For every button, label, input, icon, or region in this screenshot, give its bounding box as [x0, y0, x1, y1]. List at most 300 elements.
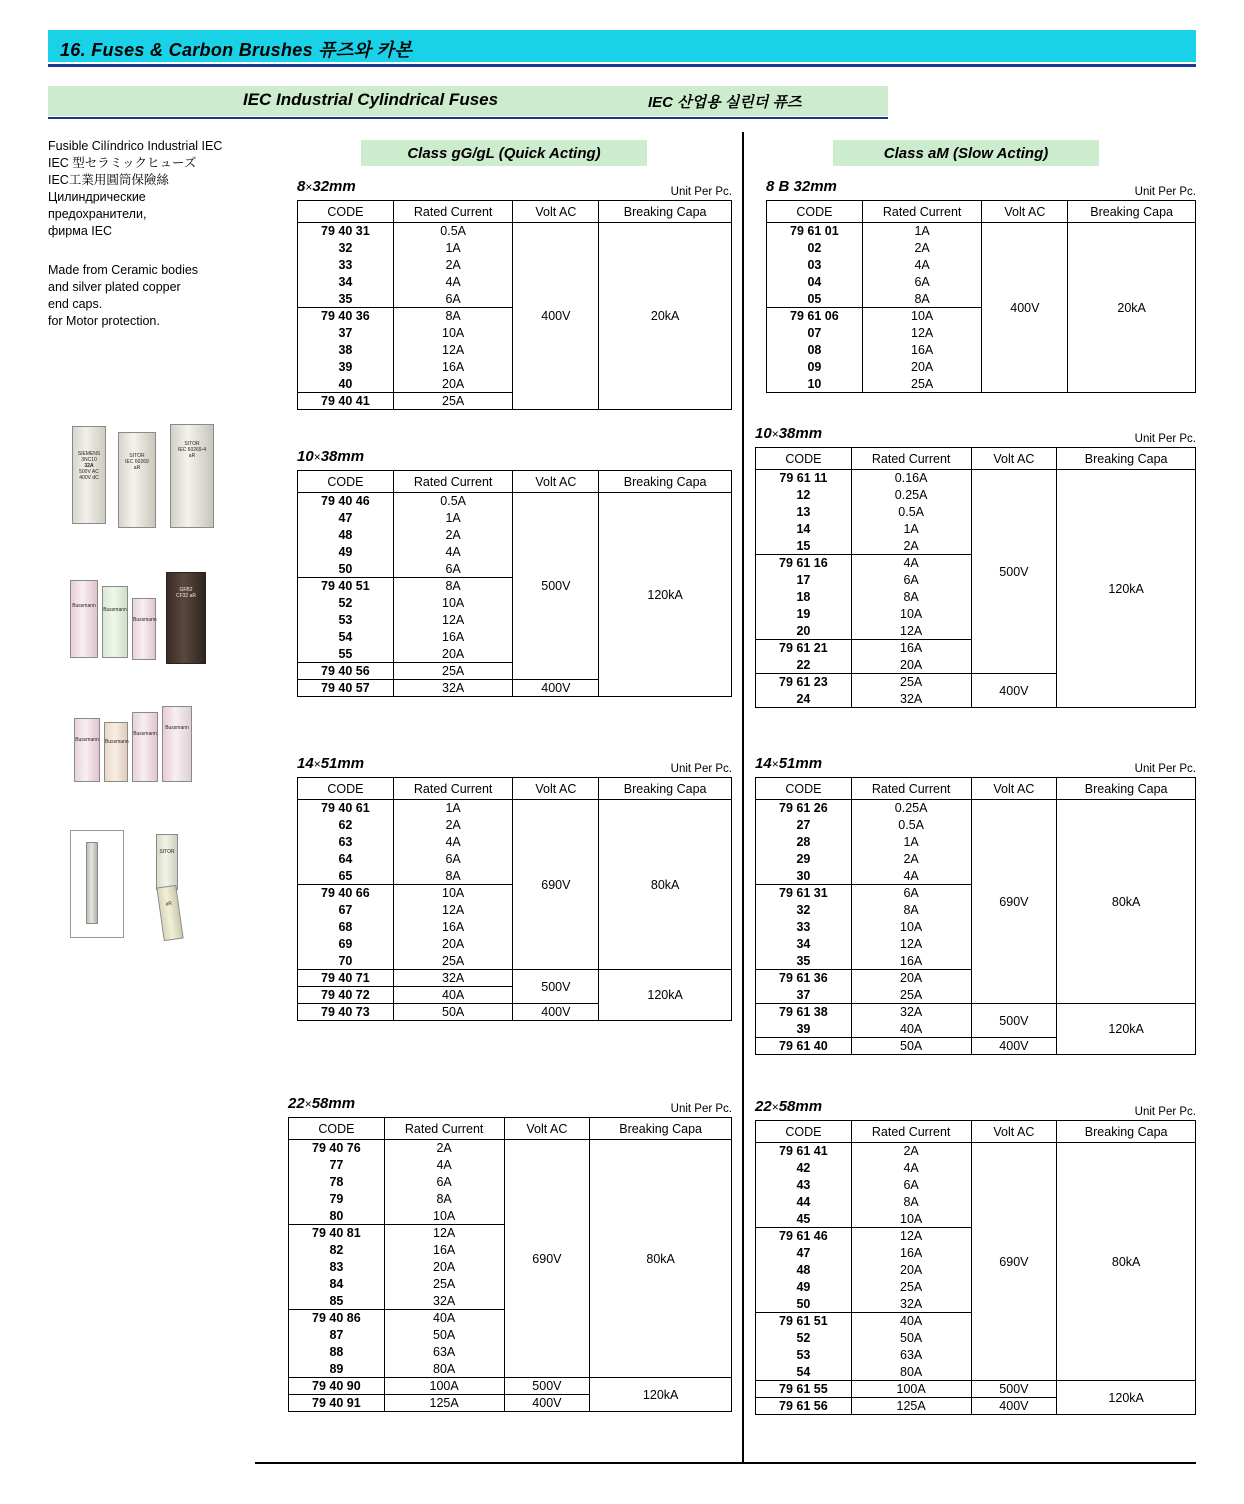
- col-code: CODE: [298, 778, 394, 800]
- cell-current: 8A: [862, 291, 982, 308]
- fuse-photo-13-label: SITOR: [159, 849, 175, 855]
- cell-code: 15: [756, 538, 852, 555]
- cell-current: 25A: [384, 1276, 504, 1293]
- table-block-gg-22x58: [288, 1095, 732, 1412]
- col-code: CODE: [756, 448, 852, 470]
- cell-current: 16A: [393, 629, 513, 646]
- cell-volt: 690V: [504, 1140, 590, 1378]
- cell-current: 8A: [851, 1194, 971, 1211]
- table-header-row: [756, 1121, 1196, 1143]
- cell-code: 33: [756, 919, 852, 936]
- cell-code: 38: [298, 342, 394, 359]
- cell-current: 6A: [393, 291, 513, 308]
- cell-volt: 500V: [513, 493, 599, 680]
- cell-current: 16A: [851, 1245, 971, 1262]
- section-title-kr: IEC 산업용 실린더 퓨즈: [648, 94, 802, 111]
- table-header-row: [298, 778, 732, 800]
- cell-current: 1A: [393, 510, 513, 527]
- cell-current: 10A: [393, 325, 513, 342]
- fuse-photo-9: [104, 722, 128, 782]
- cell-code: 79 61 01: [767, 223, 863, 240]
- cell-code: 80: [289, 1208, 385, 1225]
- cell-code: 79 61 23: [756, 674, 852, 691]
- col-breaking: Breaking Capa: [590, 1118, 732, 1140]
- fuse-photo-10-label: Bussmann: [133, 731, 157, 737]
- cell-breaking: 120kA: [590, 1378, 732, 1412]
- product-photo-group-1: [60, 418, 275, 538]
- product-photo-group-2: [66, 568, 281, 676]
- cell-code: 79: [289, 1191, 385, 1208]
- cell-current: 6A: [851, 572, 971, 589]
- cell-code: 47: [756, 1245, 852, 1262]
- cell-current: 6A: [384, 1174, 504, 1191]
- cell-code: 34: [756, 936, 852, 953]
- col-rated-current: Rated Current: [862, 201, 982, 223]
- cell-breaking: 20kA: [1068, 223, 1196, 393]
- cell-current: 4A: [851, 868, 971, 885]
- table-block-am-8b32: [766, 178, 1196, 393]
- cell-current: 10A: [393, 595, 513, 612]
- description-line-3: end caps.: [48, 297, 103, 311]
- cell-current: 0.25A: [851, 487, 971, 504]
- table-block-gg-8x32: [297, 178, 732, 410]
- table-row: [756, 800, 1196, 817]
- cell-volt: 500V: [971, 1381, 1057, 1398]
- cell-code: 35: [756, 953, 852, 970]
- cell-code: 79 40 71: [298, 970, 394, 987]
- table-row: [298, 493, 732, 510]
- cell-volt: 500V: [971, 1004, 1057, 1038]
- cell-current: 16A: [393, 359, 513, 376]
- col-volt: Volt AC: [513, 471, 599, 493]
- fuse-photo-13: [156, 834, 178, 890]
- table-row: [756, 1143, 1196, 1160]
- cell-current: 2A: [862, 240, 982, 257]
- cell-code: 50: [756, 1296, 852, 1313]
- table-header-row: [756, 778, 1196, 800]
- table-header-row: [767, 201, 1196, 223]
- cell-volt: 500V: [971, 470, 1057, 674]
- cell-current: 50A: [393, 1004, 513, 1021]
- cell-current: 10A: [393, 885, 513, 902]
- cell-current: 0.5A: [393, 223, 513, 240]
- cell-current: 20A: [862, 359, 982, 376]
- cell-current: 40A: [384, 1310, 504, 1327]
- cell-current: 4A: [851, 1160, 971, 1177]
- language-line-ru-3: фирма IEC: [48, 224, 113, 238]
- cell-code: 09: [767, 359, 863, 376]
- unit-label-gg-22x58: Unit Per Pc.: [670, 1103, 732, 1115]
- cell-current: 20A: [384, 1259, 504, 1276]
- cell-code: 43: [756, 1177, 852, 1194]
- header-rule: [48, 64, 1196, 67]
- cell-current: 25A: [393, 953, 513, 970]
- cell-code: 48: [298, 527, 394, 544]
- cell-current: 40A: [851, 1021, 971, 1038]
- cell-current: 4A: [862, 257, 982, 274]
- cell-code: 79 40 46: [298, 493, 394, 510]
- fuse-table-gg-10x38: [297, 470, 732, 697]
- fuse-photo-8-label: Bussmann: [75, 737, 99, 743]
- unit-label-gg-8x32: Unit Per Pc.: [670, 186, 732, 198]
- cell-current: 1A: [851, 834, 971, 851]
- cell-code: 08: [767, 342, 863, 359]
- chapter-title: 16. Fuses & Carbon Brushes 퓨즈와 카본: [60, 40, 412, 60]
- table-row: [756, 1004, 1196, 1021]
- cell-code: 79 61 41: [756, 1143, 852, 1160]
- col-rated-current: Rated Current: [393, 471, 513, 493]
- cell-code: 22: [756, 657, 852, 674]
- cell-code: 49: [756, 1279, 852, 1296]
- cell-code: 28: [756, 834, 852, 851]
- cell-code: 79 61 38: [756, 1004, 852, 1021]
- cell-code: 02: [767, 240, 863, 257]
- cell-code: 52: [756, 1330, 852, 1347]
- language-line-zh: IEC工業用圓筒保險絲: [48, 173, 169, 187]
- cell-current: 32A: [393, 970, 513, 987]
- cell-current: 12A: [393, 342, 513, 359]
- cell-volt: 400V: [513, 1004, 599, 1021]
- col-code: CODE: [756, 778, 852, 800]
- cell-current: 12A: [851, 936, 971, 953]
- cell-current: 6A: [851, 1177, 971, 1194]
- fuse-table-am-8b32: [766, 200, 1196, 393]
- cell-current: 2A: [851, 1143, 971, 1160]
- cell-code: 79 40 90: [289, 1378, 385, 1395]
- cell-code: 54: [298, 629, 394, 646]
- cell-current: 6A: [393, 851, 513, 868]
- cell-code: 79 40 36: [298, 308, 394, 325]
- cell-code: 88: [289, 1344, 385, 1361]
- fuse-photo-2: [118, 432, 156, 528]
- fuse-photo-8: [74, 718, 100, 782]
- cell-current: 1A: [393, 240, 513, 257]
- cell-current: 2A: [393, 817, 513, 834]
- col-code: CODE: [298, 471, 394, 493]
- fuse-photo-5: [102, 586, 128, 658]
- cell-volt: 400V: [971, 674, 1057, 708]
- cell-current: 12A: [851, 1228, 971, 1245]
- table-title-gg-8x32: 8×32mm: [297, 178, 356, 195]
- cell-code: 79 61 21: [756, 640, 852, 657]
- cell-code: 27: [756, 817, 852, 834]
- cell-code: 79 40 73: [298, 1004, 394, 1021]
- cell-current: 1A: [851, 521, 971, 538]
- cell-breaking: 80kA: [599, 800, 732, 970]
- cell-code: 47: [298, 510, 394, 527]
- cell-volt: 400V: [971, 1398, 1057, 1415]
- cell-code: 83: [289, 1259, 385, 1276]
- cell-code: 39: [298, 359, 394, 376]
- fuse-photo-4: [70, 580, 98, 658]
- cell-breaking: 120kA: [599, 970, 732, 1021]
- fuse-table-gg-22x58: [288, 1117, 732, 1412]
- cell-volt: 690V: [971, 1143, 1057, 1381]
- cell-current: 8A: [851, 589, 971, 606]
- cell-code: 79 40 41: [298, 393, 394, 410]
- col-breaking: Breaking Capa: [1057, 1121, 1196, 1143]
- fuse-photo-10: [132, 712, 158, 782]
- cell-code: 79 61 46: [756, 1228, 852, 1245]
- cell-code: 40: [298, 376, 394, 393]
- cell-current: 0.5A: [851, 817, 971, 834]
- col-rated-current: Rated Current: [384, 1118, 504, 1140]
- cell-current: 12A: [393, 612, 513, 629]
- cell-code: 37: [298, 325, 394, 342]
- cell-code: 10: [767, 376, 863, 393]
- cell-current: 16A: [851, 640, 971, 657]
- product-photo-group-3: [70, 700, 285, 790]
- table-block-am-22x58: [755, 1098, 1196, 1415]
- cell-breaking: 20kA: [599, 223, 732, 410]
- cell-current: 25A: [393, 663, 513, 680]
- cell-code: 52: [298, 595, 394, 612]
- cell-current: 1A: [862, 223, 982, 240]
- cell-code: 65: [298, 868, 394, 885]
- cell-volt: 400V: [982, 223, 1068, 393]
- cell-breaking: 120kA: [599, 493, 732, 697]
- cell-code: 79 61 56: [756, 1398, 852, 1415]
- fuse-photo-3-label: SITOR IEC 60269-4 aR: [177, 441, 207, 459]
- cell-volt: 690V: [971, 800, 1057, 1004]
- cell-current: 4A: [393, 274, 513, 291]
- table-row: [298, 970, 732, 987]
- cell-volt: 400V: [971, 1038, 1057, 1055]
- cell-current: 20A: [851, 1262, 971, 1279]
- section-title-rule: [48, 117, 888, 119]
- cell-code: 42: [756, 1160, 852, 1177]
- cell-code: 55: [298, 646, 394, 663]
- cell-current: 12A: [862, 325, 982, 342]
- table-title-am-8b32: 8 B 32mm: [766, 178, 837, 195]
- table-title-am-10x38: 10×38mm: [755, 425, 823, 442]
- cell-code: 64: [298, 851, 394, 868]
- cell-current: 8A: [384, 1191, 504, 1208]
- language-line-ja: IEC 型セラミックヒューズ: [48, 156, 197, 170]
- cell-volt: 500V: [513, 970, 599, 1004]
- cell-code: 33: [298, 257, 394, 274]
- col-volt: Volt AC: [971, 1121, 1057, 1143]
- cell-current: 25A: [851, 674, 971, 691]
- cell-current: 40A: [851, 1313, 971, 1330]
- unit-label-am-22x58: Unit Per Pc.: [1134, 1106, 1196, 1118]
- cell-current: 16A: [851, 953, 971, 970]
- cell-code: 50: [298, 561, 394, 578]
- cell-code: 79 40 31: [298, 223, 394, 240]
- cell-code: 82: [289, 1242, 385, 1259]
- table-title-gg-22x58: 22×58mm: [288, 1095, 356, 1112]
- cell-breaking: 120kA: [1057, 470, 1196, 708]
- cell-code: 35: [298, 291, 394, 308]
- col-breaking: Breaking Capa: [1057, 778, 1196, 800]
- col-rated-current: Rated Current: [851, 778, 971, 800]
- cell-code: 79 61 06: [767, 308, 863, 325]
- col-breaking: Breaking Capa: [599, 201, 732, 223]
- table-header-row: [289, 1118, 732, 1140]
- cell-current: 10A: [851, 1211, 971, 1228]
- fuse-photo-3: [170, 424, 214, 528]
- cell-current: 25A: [851, 987, 971, 1004]
- language-line-ru-2: предохранители,: [48, 207, 147, 221]
- col-volt: Volt AC: [513, 201, 599, 223]
- class-banner-am: Class aM (Slow Acting): [833, 140, 1099, 166]
- cell-current: 63A: [851, 1347, 971, 1364]
- fuse-photo-7-label: GFB2 CF32 aR: [175, 587, 196, 599]
- cell-current: 6A: [862, 274, 982, 291]
- cell-current: 2A: [393, 257, 513, 274]
- col-code: CODE: [289, 1118, 385, 1140]
- cell-code: 79 61 40: [756, 1038, 852, 1055]
- cell-current: 20A: [393, 646, 513, 663]
- fuse-photo-1: [72, 426, 106, 524]
- table-row: [756, 1381, 1196, 1398]
- fuse-table-am-10x38: [755, 447, 1196, 708]
- cell-current: 16A: [393, 919, 513, 936]
- column-divider: [742, 132, 744, 1462]
- cell-code: 78: [289, 1174, 385, 1191]
- cell-current: 16A: [384, 1242, 504, 1259]
- cell-current: 50A: [384, 1327, 504, 1344]
- cell-current: 32A: [851, 691, 971, 708]
- page-bottom-rule: [255, 1462, 1196, 1464]
- col-breaking: Breaking Capa: [599, 471, 732, 493]
- cell-code: 79 40 86: [289, 1310, 385, 1327]
- cell-code: 79 61 51: [756, 1313, 852, 1330]
- cell-current: 125A: [384, 1395, 504, 1412]
- col-rated-current: Rated Current: [393, 778, 513, 800]
- cell-code: 34: [298, 274, 394, 291]
- cell-code: 04: [767, 274, 863, 291]
- table-row: [298, 800, 732, 817]
- cell-current: 8A: [393, 308, 513, 325]
- fuse-photo-2-label: SITOR IEC 60269 aR: [125, 453, 149, 471]
- cell-code: 49: [298, 544, 394, 561]
- cell-current: 6A: [851, 885, 971, 902]
- table-title-gg-10x38: 10×38mm: [297, 448, 365, 465]
- cell-code: 79 61 26: [756, 800, 852, 817]
- cell-code: 48: [756, 1262, 852, 1279]
- cell-current: 10A: [851, 919, 971, 936]
- cell-current: 125A: [851, 1398, 971, 1415]
- fuse-photo-12: [86, 842, 98, 924]
- fuse-photo-14-label: aR: [165, 900, 173, 908]
- cell-code: 54: [756, 1364, 852, 1381]
- fuse-photo-6: [132, 598, 156, 660]
- table-row: [767, 223, 1196, 240]
- description-line-4: for Motor protection.: [48, 314, 160, 328]
- table-title-gg-14x51: 14×51mm: [297, 755, 365, 772]
- cell-code: 85: [289, 1293, 385, 1310]
- cell-current: 12A: [393, 902, 513, 919]
- cell-code: 77: [289, 1157, 385, 1174]
- col-breaking: Breaking Capa: [599, 778, 732, 800]
- table-header-row: [756, 448, 1196, 470]
- col-rated-current: Rated Current: [851, 1121, 971, 1143]
- cell-code: 87: [289, 1327, 385, 1344]
- cell-volt: 400V: [513, 680, 599, 697]
- cell-code: 79 40 76: [289, 1140, 385, 1157]
- cell-current: 16A: [862, 342, 982, 359]
- fuse-photo-11: [162, 706, 192, 782]
- description-line-1: Made from Ceramic bodies: [48, 263, 199, 277]
- col-code: CODE: [756, 1121, 852, 1143]
- cell-code: 18: [756, 589, 852, 606]
- cell-current: 12A: [851, 623, 971, 640]
- section-title-en: IEC Industrial Cylindrical Fuses: [243, 90, 499, 109]
- table-block-am-14x51: [755, 755, 1196, 1055]
- col-breaking: Breaking Capa: [1057, 448, 1196, 470]
- unit-label-am-8b32: Unit Per Pc.: [1134, 186, 1196, 198]
- description-line-2: and silver plated copper: [48, 280, 181, 294]
- cell-code: 12: [756, 487, 852, 504]
- cell-current: 80A: [384, 1361, 504, 1378]
- cell-current: 2A: [851, 538, 971, 555]
- cell-breaking: 120kA: [1057, 1381, 1196, 1415]
- cell-current: 20A: [393, 376, 513, 393]
- cell-current: 4A: [384, 1157, 504, 1174]
- fuse-table-am-14x51: [755, 777, 1196, 1055]
- cell-code: 79 61 36: [756, 970, 852, 987]
- cell-code: 89: [289, 1361, 385, 1378]
- col-volt: Volt AC: [982, 201, 1068, 223]
- cell-code: 79 40 57: [298, 680, 394, 697]
- col-code: CODE: [298, 201, 394, 223]
- fuse-photo-9-label: Bussmann: [105, 739, 129, 745]
- cell-code: 79 61 31: [756, 885, 852, 902]
- cell-code: 17: [756, 572, 852, 589]
- unit-label-am-14x51: Unit Per Pc.: [1134, 763, 1196, 775]
- table-row: [289, 1378, 732, 1395]
- table-title-am-22x58: 22×58mm: [755, 1098, 823, 1115]
- cell-code: 67: [298, 902, 394, 919]
- cell-current: 0.5A: [851, 504, 971, 521]
- cell-current: 2A: [851, 851, 971, 868]
- table-block-gg-14x51: [297, 755, 732, 1021]
- cell-current: 32A: [851, 1296, 971, 1313]
- cell-code: 14: [756, 521, 852, 538]
- cell-current: 2A: [393, 527, 513, 544]
- cell-current: 10A: [862, 308, 982, 325]
- cell-current: 50A: [851, 1038, 971, 1055]
- table-row: [289, 1140, 732, 1157]
- cell-current: 0.25A: [851, 800, 971, 817]
- cell-current: 0.16A: [851, 470, 971, 487]
- language-line-es: Fusible Cilíndrico Industrial IEC: [48, 139, 223, 153]
- cell-code: 79 40 61: [298, 800, 394, 817]
- cell-code: 84: [289, 1276, 385, 1293]
- cell-current: 10A: [851, 606, 971, 623]
- cell-code: 79 40 51: [298, 578, 394, 595]
- cell-current: 10A: [384, 1208, 504, 1225]
- cell-code: 30: [756, 868, 852, 885]
- cell-code: 69: [298, 936, 394, 953]
- cell-volt: 400V: [513, 223, 599, 410]
- cell-volt: 500V: [504, 1378, 590, 1395]
- unit-label-gg-14x51: Unit Per Pc.: [670, 763, 732, 775]
- cell-current: 4A: [851, 555, 971, 572]
- cell-code: 13: [756, 504, 852, 521]
- cell-code: 32: [298, 240, 394, 257]
- cell-current: 8A: [393, 578, 513, 595]
- cell-code: 39: [756, 1021, 852, 1038]
- cell-code: 53: [298, 612, 394, 629]
- fuse-photo-1-label: SIEMENS 3NC10 32A 500V AC 400V dC: [77, 451, 101, 481]
- fuse-table-gg-14x51: [297, 777, 732, 1021]
- cell-code: 53: [756, 1347, 852, 1364]
- cell-code: 79 40 81: [289, 1225, 385, 1242]
- cell-code: 03: [767, 257, 863, 274]
- cell-current: 25A: [851, 1279, 971, 1296]
